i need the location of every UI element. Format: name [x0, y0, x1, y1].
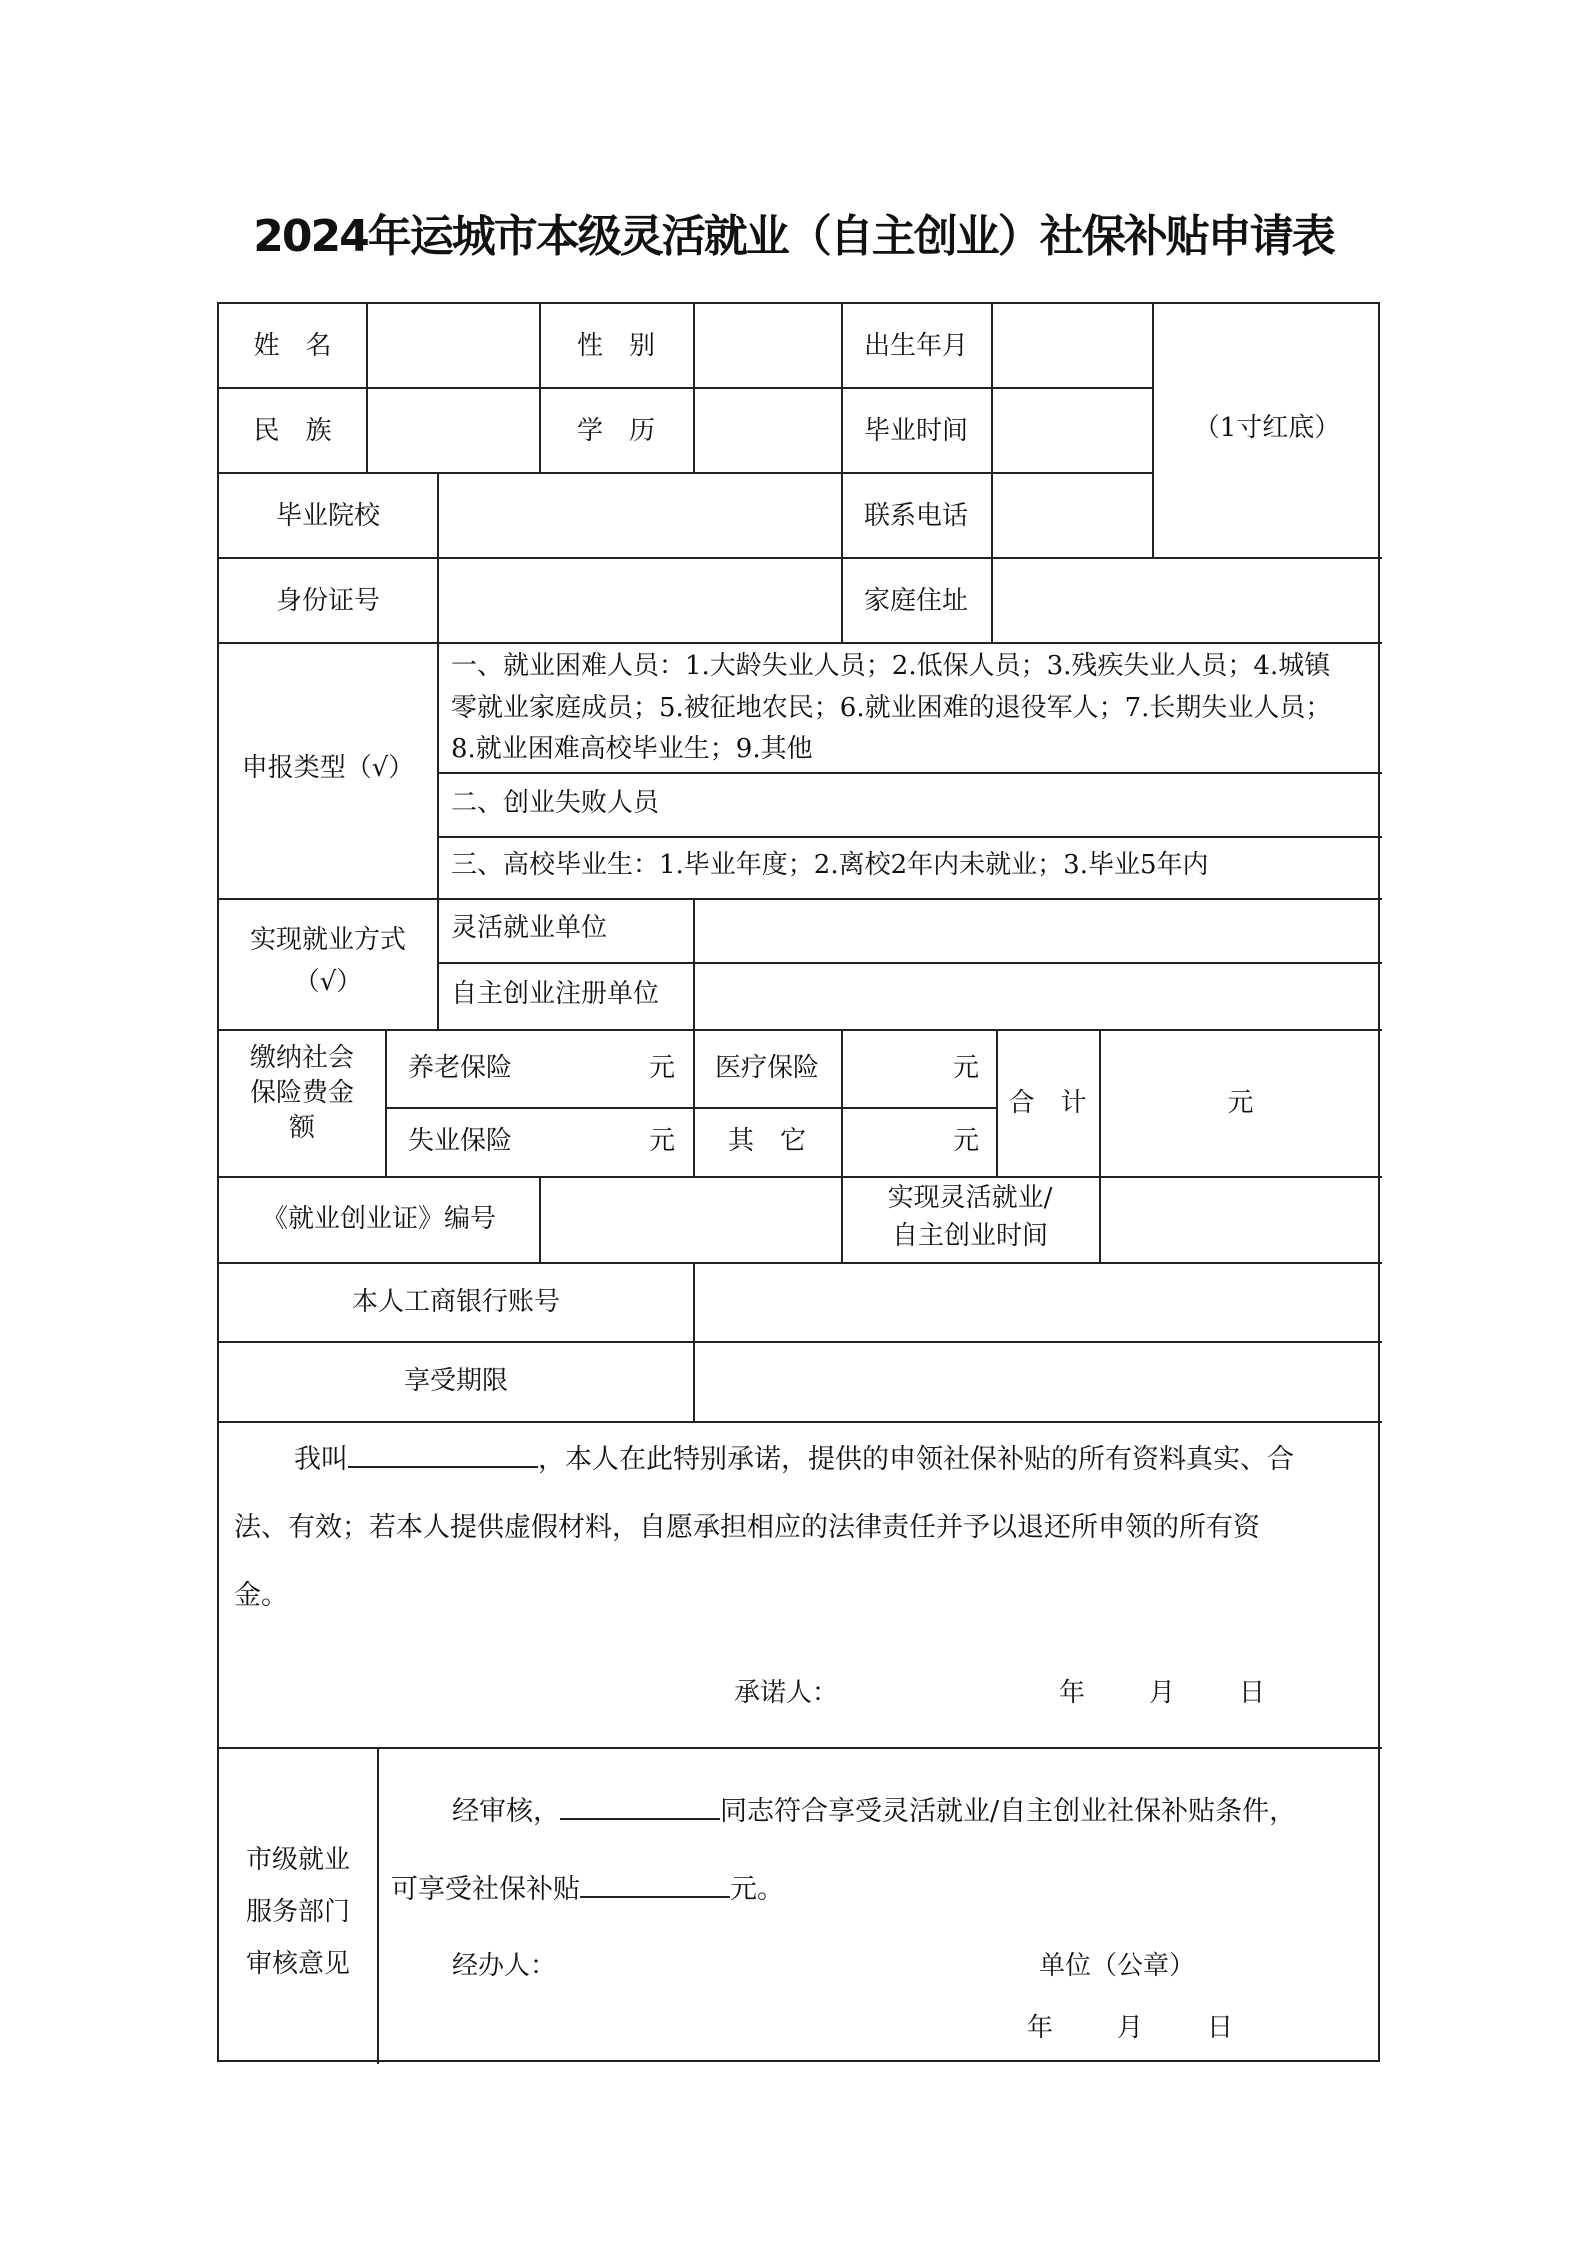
apply-type-option-1-line2: 零就业家庭成员；5.被征地农民；6.就业困难的退役军人；7.长期失业人员； [451, 693, 1332, 723]
pledge-year-label: 年 [1059, 1678, 1086, 1708]
row-divider [219, 1341, 1382, 1343]
id-number-label: 身份证号 [275, 586, 380, 616]
employment-start-time-label-line2: 自主创业时间 [891, 1221, 1048, 1251]
employment-mode-check-hint: （√） [293, 967, 363, 997]
self-employment-unit-label: 自主创业注册单位 [451, 979, 660, 1009]
row-divider [219, 642, 1382, 644]
flexible-employment-unit-label: 灵活就业单位 [451, 913, 608, 943]
col-divider [539, 304, 541, 472]
row-divider [219, 557, 1382, 559]
employment-cert-number-label: 《就业创业证》编号 [261, 1204, 496, 1234]
photo-placeholder: （1寸红底） [1193, 413, 1341, 443]
pledge-text-3: 金。 [234, 1580, 288, 1611]
other-insurance-label: 其 它 [727, 1126, 806, 1156]
row-divider [437, 836, 1382, 838]
col-divider [377, 1747, 379, 2064]
col-divider [539, 1176, 541, 1262]
total-label: 合 计 [1008, 1088, 1087, 1118]
unemployment-yuan-unit: 元 [648, 1126, 675, 1156]
review-handler-label: 经办人： [452, 1951, 557, 1981]
medical-yuan-unit: 元 [952, 1053, 979, 1083]
row-divider [219, 387, 1154, 389]
col-divider [1099, 1176, 1101, 1262]
review-month-label: 月 [1117, 2013, 1144, 2043]
gender-label: 性 别 [576, 331, 655, 361]
review-dept-label-line2: 服务部门 [245, 1897, 350, 1927]
pension-insurance-label: 养老保险 [407, 1053, 512, 1083]
employment-start-time-label-line1: 实现灵活就业/ [887, 1183, 1053, 1213]
row-divider [437, 962, 1382, 964]
application-form-table [217, 302, 1380, 2062]
apply-type-label: 申报类型（√） [241, 753, 415, 783]
review-amount-blank[interactable] [580, 1872, 730, 1898]
row-divider [437, 772, 1382, 774]
row-divider [219, 1747, 1382, 1749]
review-dept-label-line3: 审核意见 [245, 1949, 350, 1979]
pledge-signer-label: 承诺人： [734, 1678, 839, 1708]
page-title: 2024年运城市本级灵活就业（自主创业）社保补贴申请表 [253, 211, 1334, 262]
apply-type-option-1-line1: 一、就业困难人员：1.大龄失业人员；2.低保人员；3.残疾失业人员；4.城镇 [451, 651, 1331, 681]
row-divider [219, 1421, 1382, 1423]
col-divider [693, 1262, 695, 1421]
col-divider [437, 472, 439, 1029]
apply-type-option-2: 二、创业失败人员 [451, 788, 660, 818]
school-label: 毕业院校 [275, 501, 380, 531]
col-divider [693, 304, 695, 472]
unemployment-insurance-label: 失业保险 [407, 1126, 512, 1156]
graduation-time-label: 毕业时间 [863, 416, 968, 446]
row-divider [219, 1176, 1382, 1178]
other-yuan-unit: 元 [952, 1126, 979, 1156]
review-yuan-unit: 元。 [730, 1874, 784, 1905]
row-divider [219, 1262, 1382, 1264]
review-line-1 [452, 1794, 1296, 1826]
review-condition-text: 同志符合享受灵活就业/自主创业社保补贴条件， [720, 1796, 1297, 1827]
review-name-blank[interactable] [560, 1794, 720, 1820]
insurance-amount-label-line1: 缴纳社会 [249, 1043, 354, 1073]
insurance-amount-label-line2: 保险费金 [249, 1078, 354, 1108]
bank-account-label: 本人工商银行账号 [351, 1287, 560, 1317]
pledge-intro: 我叫 [294, 1444, 348, 1475]
pledge-paragraph [234, 1426, 1369, 1630]
education-label: 学 历 [576, 416, 655, 446]
review-dept-label-line1: 市级就业 [245, 1845, 350, 1875]
review-year-label: 年 [1027, 2013, 1054, 2043]
total-yuan-unit: 元 [1227, 1088, 1254, 1118]
review-subsidy-text: 可享受社保补贴 [391, 1874, 580, 1905]
pledge-text-1: ，本人在此特别承诺，提供的申领社保补贴的所有资料真实、合 [538, 1444, 1294, 1475]
address-label: 家庭住址 [863, 586, 968, 616]
apply-type-option-3: 三、高校毕业生：1.毕业年度；2.离校2年内未就业；3.毕业5年内 [451, 850, 1209, 880]
review-day-label: 日 [1207, 2013, 1234, 2043]
name-label: 姓 名 [253, 331, 332, 361]
insurance-amount-label-line3: 额 [288, 1113, 315, 1143]
medical-insurance-label: 医疗保险 [714, 1053, 819, 1083]
pension-yuan-unit: 元 [648, 1053, 675, 1083]
col-divider [841, 1029, 843, 1176]
row-divider [219, 1029, 1382, 1031]
apply-type-option-1-line3: 8.就业困难高校毕业生；9.其他 [451, 734, 813, 764]
col-divider [366, 304, 368, 472]
pledge-text-2: 法、有效；若本人提供虚假材料，自愿承担相应的法律责任并予以退还所申领的所有资 [234, 1512, 1260, 1543]
pledge-month-label: 月 [1149, 1678, 1176, 1708]
row-divider [219, 898, 1382, 900]
phone-label: 联系电话 [863, 501, 968, 531]
review-unit-seal-label: 单位（公章） [1039, 1951, 1196, 1981]
birth-label: 出生年月 [863, 331, 968, 361]
row-divider [385, 1107, 998, 1109]
col-divider [991, 304, 993, 642]
row-divider [219, 472, 1154, 474]
review-line-2 [391, 1872, 784, 1904]
ethnicity-label: 民 族 [253, 416, 332, 446]
pledge-day-label: 日 [1239, 1678, 1266, 1708]
benefit-period-label: 享受期限 [403, 1366, 508, 1396]
col-divider [693, 898, 695, 1029]
pledge-name-blank[interactable] [348, 1442, 538, 1468]
review-intro: 经审核， [452, 1796, 560, 1827]
employment-mode-label: 实现就业方式 [249, 925, 406, 955]
